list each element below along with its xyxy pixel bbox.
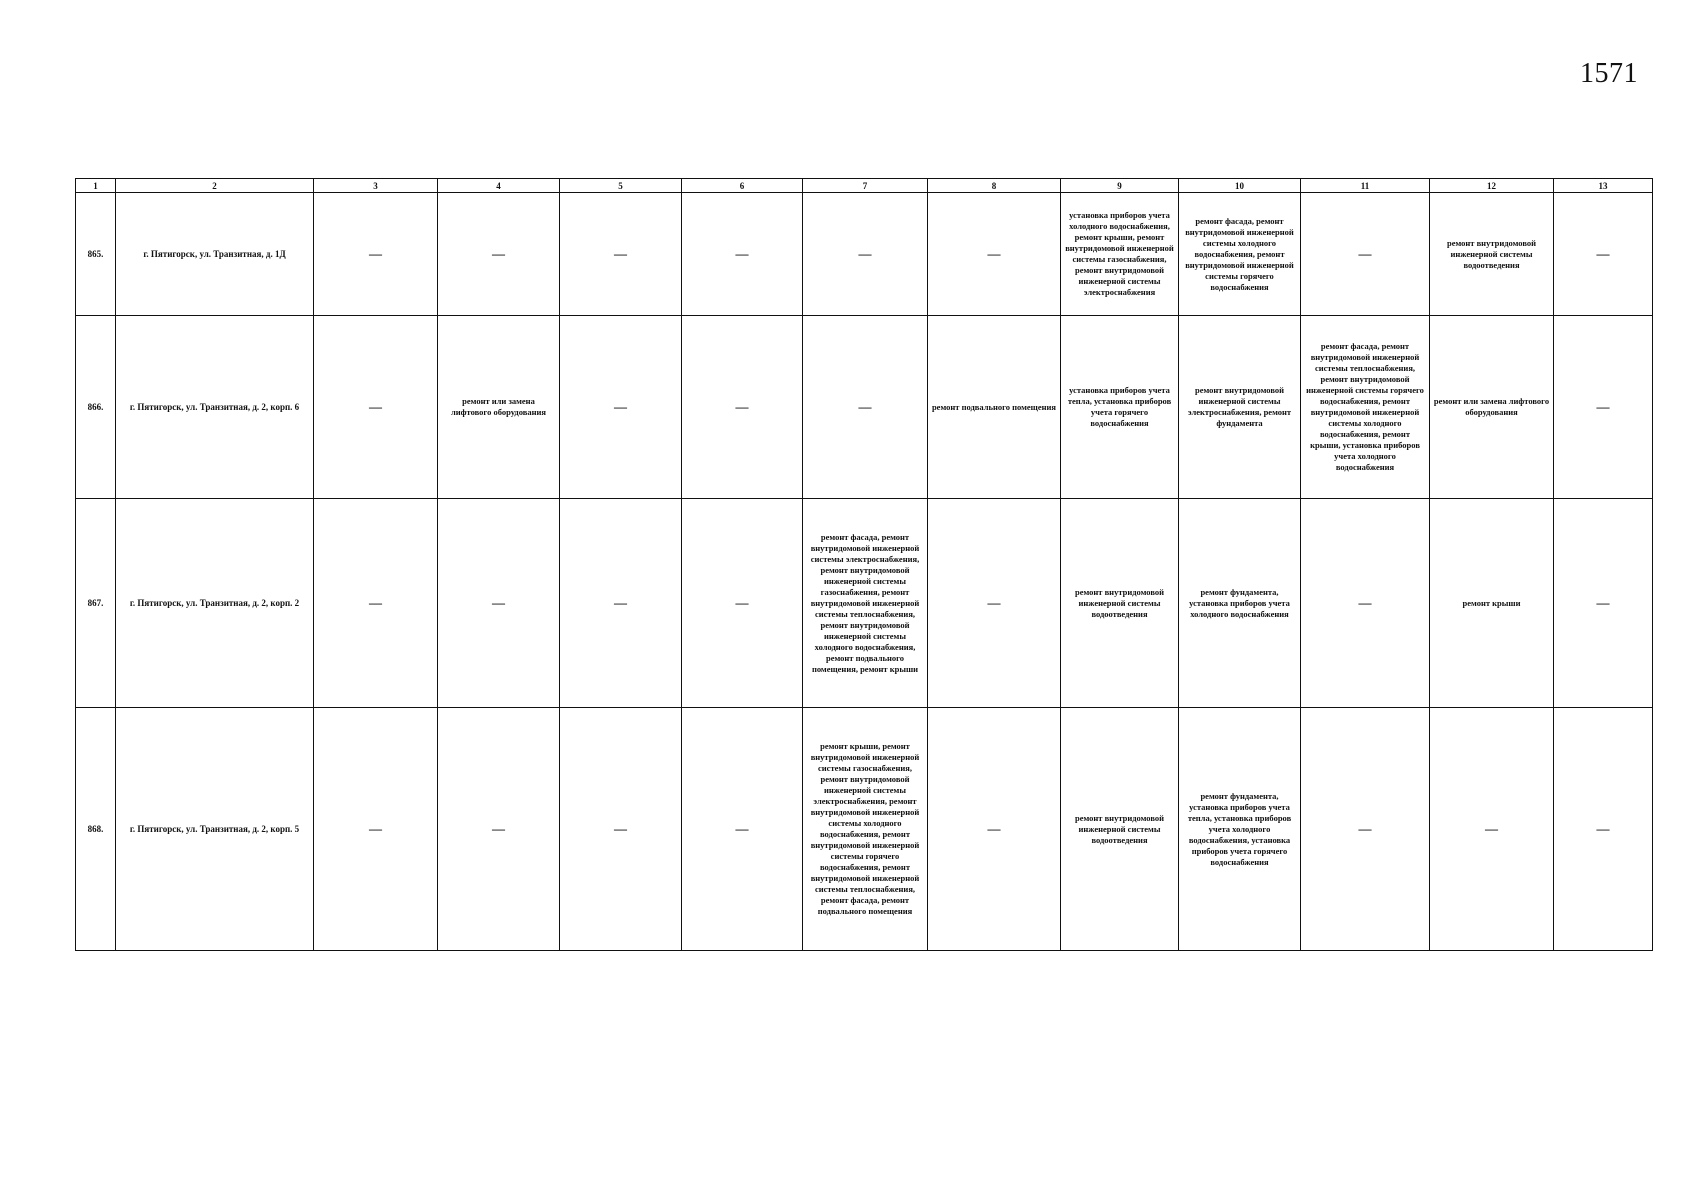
- table-cell: [560, 499, 682, 708]
- table-cell: ремонт или замена лифтового оборудования: [1430, 316, 1554, 499]
- table-cell: ремонт внутридомовой инженерной системы электроснабжения, ремонт фундамента: [1179, 316, 1301, 499]
- column-header: 8: [928, 179, 1061, 193]
- empty-dash: —: [987, 245, 1001, 261]
- column-header: 11: [1301, 179, 1430, 193]
- table-cell: ремонт крыши, ремонт внутридомовой инженерной системы газоснабжения, ремонт внутридомовой инженерной системы электроснабжения, ремонт внутридомовой инженерной системы холодного водоснабжения, ремонт внутридомовой инженерной системы горячего водоснабжения, ремонт внутридомовой инженерной системы теплоснабжения, ремонт фасада, ремонт подвального помещения: [803, 708, 928, 951]
- row-address: г. Пятигорск, ул. Транзитная, д. 2, корп. 2: [116, 499, 314, 708]
- table-cell: [314, 708, 438, 951]
- empty-dash: —: [369, 820, 382, 836]
- table-cell: [438, 193, 560, 316]
- table-cell: [560, 193, 682, 316]
- empty-dash: —: [735, 594, 749, 610]
- table-cell: установка приборов учета тепла, установка приборов учета горячего водоснабжения: [1061, 316, 1179, 499]
- empty-dash: —: [492, 245, 505, 261]
- column-header: 3: [314, 179, 438, 193]
- empty-dash: —: [1358, 820, 1372, 836]
- table-cell: [314, 499, 438, 708]
- table-cell: [928, 193, 1061, 316]
- empty-dash: —: [1358, 594, 1372, 610]
- column-header: 9: [1061, 179, 1179, 193]
- table-cell: [1554, 316, 1653, 499]
- empty-dash: —: [858, 245, 872, 261]
- table-row: [76, 708, 1653, 951]
- row-address: г. Пятигорск, ул. Транзитная, д. 2, корп. 6: [116, 316, 314, 499]
- table-cell: [1554, 499, 1653, 708]
- table-cell: [682, 316, 803, 499]
- empty-dash: —: [1596, 398, 1610, 414]
- row-address: г. Пятигорск, ул. Транзитная, д. 1Д: [116, 193, 314, 316]
- row-address: г. Пятигорск, ул. Транзитная, д. 2, корп. 5: [116, 708, 314, 951]
- column-header: 5: [560, 179, 682, 193]
- table-cell: ремонт внутридомовой инженерной системы водоотведения: [1430, 193, 1554, 316]
- empty-dash: —: [1596, 594, 1610, 610]
- column-header: 4: [438, 179, 560, 193]
- empty-dash: —: [735, 398, 749, 414]
- table-row: [76, 316, 1653, 499]
- column-header: 10: [1179, 179, 1301, 193]
- table-cell: ремонт внутридомовой инженерной системы водоотведения: [1061, 499, 1179, 708]
- table-cell: [1301, 193, 1430, 316]
- empty-dash: —: [1485, 820, 1498, 836]
- table-cell: [1301, 499, 1430, 708]
- column-header: 13: [1554, 179, 1653, 193]
- table-cell: [803, 316, 928, 499]
- empty-dash: —: [1596, 820, 1610, 836]
- table-cell: [314, 316, 438, 499]
- table-row: [76, 499, 1653, 708]
- row-number: 867.: [76, 499, 116, 708]
- table-cell: ремонт фасада, ремонт внутридомовой инженерной системы электроснабжения, ремонт внутридомовой инженерной системы газоснабжения, ремонт внутридомовой инженерной системы теплоснабжения, ремонт внутридомовой инженерной системы холодного водоснабжения, ремонт подвального помещения, ремонт крыши: [803, 499, 928, 708]
- table-cell: [682, 499, 803, 708]
- table-cell: ремонт фундамента, установка приборов учета тепла, установка приборов учета холодного водоснабжения, установка приборов учета горячего водоснабжения: [1179, 708, 1301, 951]
- table-cell: ремонт фундамента, установка приборов учета холодного водоснабжения: [1179, 499, 1301, 708]
- column-header: 6: [682, 179, 803, 193]
- column-number-row: [76, 179, 1653, 193]
- table-cell: [803, 193, 928, 316]
- table-cell: [928, 499, 1061, 708]
- table-row: [76, 193, 1653, 316]
- empty-dash: —: [614, 398, 627, 414]
- row-number: 868.: [76, 708, 116, 951]
- empty-dash: —: [1358, 245, 1372, 261]
- empty-dash: —: [735, 820, 749, 836]
- empty-dash: —: [614, 820, 627, 836]
- column-header: 7: [803, 179, 928, 193]
- empty-dash: —: [614, 245, 627, 261]
- empty-dash: —: [369, 398, 382, 414]
- table-cell: ремонт фасада, ремонт внутридомовой инженерной системы теплоснабжения, ремонт внутридомовой инженерной системы горячего водоснабжения, ремонт внутридомовой инженерной системы холодного водоснабжения, ремонт крыши, установка приборов учета холодного водоснабжения: [1301, 316, 1430, 499]
- table-cell: [1554, 193, 1653, 316]
- table-cell: [560, 708, 682, 951]
- empty-dash: —: [858, 398, 872, 414]
- empty-dash: —: [492, 594, 505, 610]
- table-cell: [682, 708, 803, 951]
- table-cell: [1554, 708, 1653, 951]
- empty-dash: —: [987, 820, 1001, 836]
- empty-dash: —: [369, 594, 382, 610]
- table-cell: ремонт подвального помещения: [928, 316, 1061, 499]
- table-cell: установка приборов учета холодного водоснабжения, ремонт крыши, ремонт внутридомовой инженерной системы газоснабжения, ремонт внутридомовой инженерной системы электроснабжения: [1061, 193, 1179, 316]
- column-header: 1: [76, 179, 116, 193]
- table-cell: [438, 708, 560, 951]
- table-cell: [682, 193, 803, 316]
- table-cell: [314, 193, 438, 316]
- column-header: 12: [1430, 179, 1554, 193]
- table-cell: [1430, 708, 1554, 951]
- table-cell: ремонт внутридомовой инженерной системы водоотведения: [1061, 708, 1179, 951]
- empty-dash: —: [1596, 245, 1610, 261]
- row-number: 866.: [76, 316, 116, 499]
- empty-dash: —: [369, 245, 382, 261]
- row-number: 865.: [76, 193, 116, 316]
- table-cell: [1301, 708, 1430, 951]
- table-cell: ремонт крыши: [1430, 499, 1554, 708]
- empty-dash: —: [492, 820, 505, 836]
- empty-dash: —: [735, 245, 749, 261]
- works-table: [75, 178, 1653, 951]
- page-number: 1571: [1580, 58, 1638, 89]
- table-cell: ремонт фасада, ремонт внутридомовой инженерной системы холодного водоснабжения, ремонт внутридомовой инженерной системы горячего водоснабжения: [1179, 193, 1301, 316]
- table-cell: ремонт или замена лифтового оборудования: [438, 316, 560, 499]
- table-cell: [928, 708, 1061, 951]
- table-cell: [438, 499, 560, 708]
- empty-dash: —: [614, 594, 627, 610]
- empty-dash: —: [987, 594, 1001, 610]
- column-header: 2: [116, 179, 314, 193]
- table-cell: [560, 316, 682, 499]
